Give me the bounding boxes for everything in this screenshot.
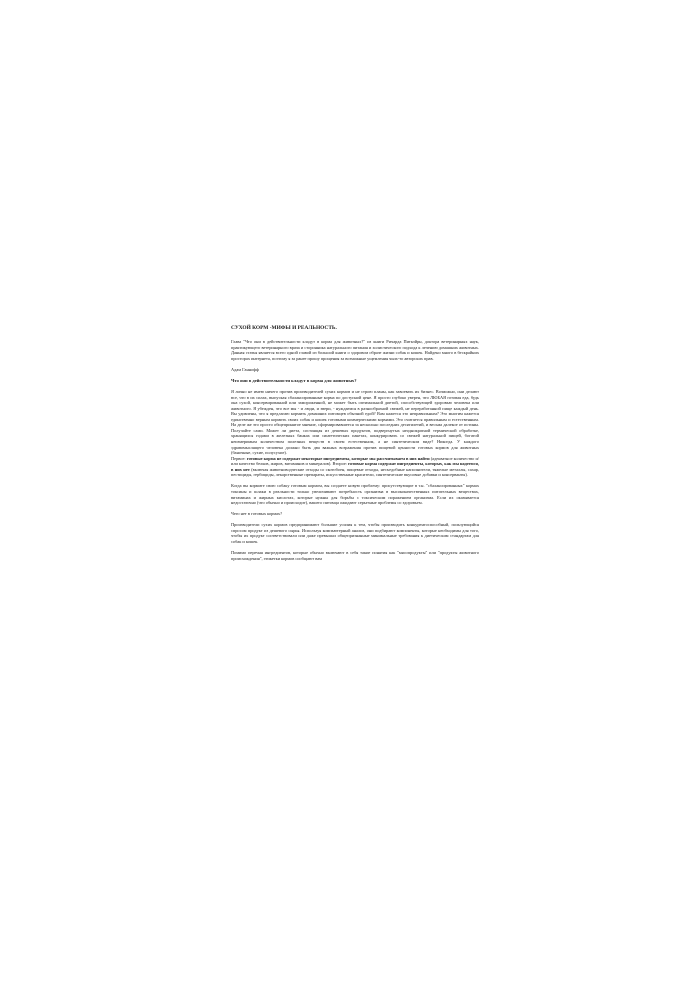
body-paragraph-2: Когда вы кормите свою собаку готовым кормом, вы создаете новую проблему: присутствующие в т.н. "сбалансированных" кормах токсины и шлаки в реальности только увеличивают потребность организма в высококачественных питательных веществах, витаминах и жирных кислотах, которые нужны для борьбы с токсическим поражением организма. Если их оказывается недостаточно (что обычно и происходит), вашего питомца ожидают серьезные проблемы со здоровьем. — [231, 483, 479, 506]
section-heading: Что они в действительности кладут в корма для животных? — [231, 377, 357, 383]
body-paragraph-3: Производители сухих кормов предпринимают большие усилия к тем, чтобы производить конкурентоспособный, пользующийся спросом продукт из дешевого сырья. Используя компьютерный анализ, они подбирают компоненты, которые необходимы для того, чтобы их продукт соответствовали или даже превышал общепризнанные минимальные требования к диетическим стандартам для собак и кошек. — [231, 522, 479, 544]
question-heading: Чего нет в готовых кормах? — [231, 511, 282, 517]
paragraph-1-text: Я лично не имею ничего против производителей сухих кормов и не строю планы, как завоевать их бизнес. Возможно, они делают все, что в их силах, выпуская сбалансированные корма по доступной цене. Я просто глубоко уверен, что ЛЮБАЯ готовая еда, будь она сухой, консервированной или замороженной, не может быть оптимальной диетой, способствующей здоровью человека или животного. Я убежден, что все мы - и люди, и звери, - нуждаемся в разнообразной свежей, не переработанной пище каждый день. Вы удивлены, что я предлагаю кормить домашних питомцев обычной едой? Вам кажется это неправильным? Это многим кажется единственно верным кормить своих собак и кошек готовыми коммерческими кормами. Это считается правильным и естественным. На деле же это просто общепринятое мнение, сформировавшееся за несколько последних десятилетий, и весьма далекое от истины. Получайте сами. Может ли диета, состоящая из дешевых продуктов, подвергнутых неоднократной термической обработке, хранящихся годами в железных банках или синтетических пакетах, конкурировать со свежей натуральной пищей, богатой неизмеримым количеством полезных веществ в своем естественном, а не синтетическом виде? Никогда. У каждого здравомыслящего человека должно быть два важных возражения против пищевой ценности готовых кормов для животных (баночные, сухие, полусухие). — [231, 389, 479, 456]
second-point-label: Второе: — [332, 461, 347, 467]
document-title: СУХОЙ КОРМ -МИФЫ И РЕАЛЬНОСТЬ. — [231, 325, 337, 331]
first-point-bold: готовые корма не содержат некоторые ингредиенты, которые мы рассчитываем в них найти — [246, 455, 430, 461]
author-name: Адам Ганнофф — [231, 366, 259, 372]
intro-paragraph: Глава "Что они в действительности кладут в корма для животных?" из книги Ричарда Питкэйрн, доктора ветеринарных наук, практикующего ветеринарного врача и сторонника натурального питания и холистического подхода к лечению домашних животных. Данная статья является всего одной главой из большой книги о здоровом образе жизни собак и кошек. Найдено много в бескрайних просторах интернета, поэтому я за ранее прошу прощения за возможные ущемления чьих-то авторских прав. — [231, 339, 479, 361]
first-point-label: Первое: — [231, 455, 246, 461]
first-point-rest: (адекватное количество и/или качество белков, жиров, витаминов и минералов). — [231, 455, 480, 467]
second-point-bold: готовые корма содержат ингредиенты, которых, как мы надеемся, в них нет — [231, 461, 479, 472]
body-paragraph-1 — [231, 389, 479, 478]
body-paragraph-4: Помимо перечня ингредиентов, которые обычно включают в себя такие понятия как "мясопродукты" или "продукты животного происхождения", этикетки кормов сообщают вам — [231, 550, 479, 561]
document-body — [231, 325, 479, 567]
second-point-rest: (включая животноводческие отходы со скотобоен, пищевые отходы, несъедобные наполнители, тяжелые металлы, сахар, пестициды, гербициды, лекарственные препараты, искусственные красители, синтетические вкусовые добавки и консерванты). — [231, 466, 479, 478]
